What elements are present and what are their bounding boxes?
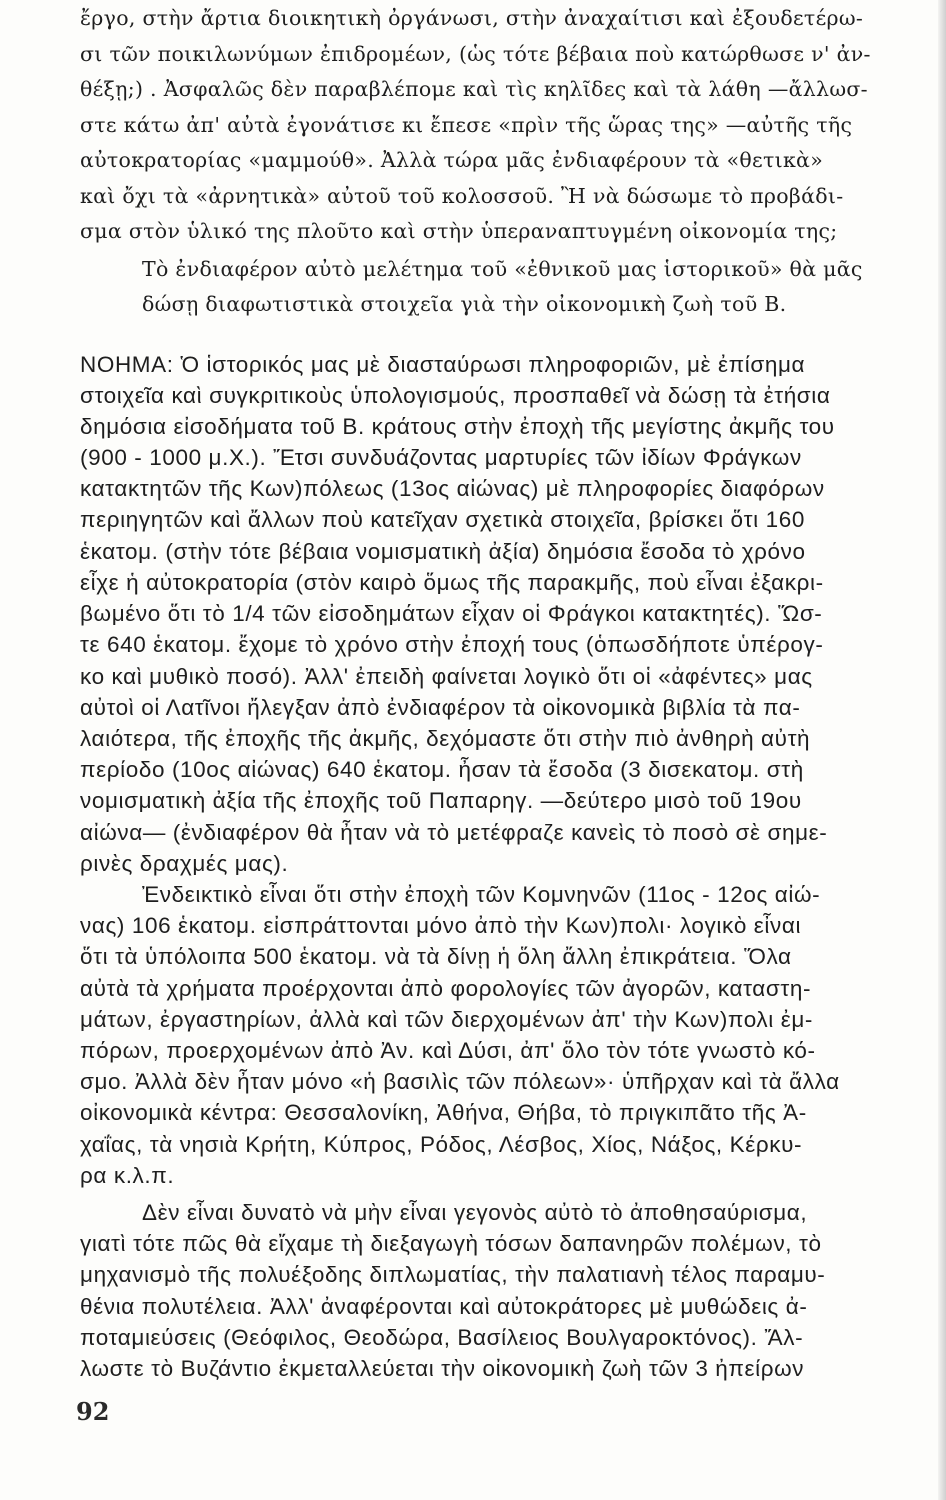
text-line: περίοδο (10ος αἰώνας) 640 ἑκατομ. ἦσαν τὰ ἔσοδα (3 δισεκατομ. στὴ xyxy=(80,757,804,782)
text-line: ἔργο, στὴν ἄρτια διοικητικὴ ὀργάνωσι, στὴν ἀναχαίτισι καὶ ἐξουδετέρω- xyxy=(80,6,864,30)
text-line: ἑκατομ. (στὴν τότε βέβαια νομισματικὴ ἀξία) δημόσια ἔσοδα τὸ χρόνο xyxy=(80,539,806,564)
text-line: βωμένο ὅτι τὸ 1/4 τῶν εἰσοδημάτων εἶχαν οἱ Φράγκοι κατακτητές). Ὥσ- xyxy=(80,601,823,626)
text-line: Ἐνδεικτικὸ εἶναι ὅτι στὴν ἐποχὴ τῶν Κομνηνῶν (11ος - 12ος αἰώ- xyxy=(142,882,821,907)
text-line: δώσῃ διαφωτιστικὰ στοιχεῖα γιὰ τὴν οἰκονομικὴ ζωὴ τοῦ Β. xyxy=(142,292,787,316)
text-line: εἶχε ἡ αὐτοκρατορία (στὸν καιρὸ ὅμως τῆς παρακμῆς, ποὺ εἶναι ἐξακρι- xyxy=(80,570,824,595)
text-line: (900 - 1000 μ.Χ.). Ἔτσι συνδυάζοντας μαρτυρίες τῶν ἰδίων Φράγκων xyxy=(80,445,802,470)
text-line: θέξῃ;) . Ἀσφαλῶς δὲν παραβλέπομε καὶ τὶς κηλῖδες καὶ τὰ λάθη —ἄλλωσ- xyxy=(80,77,868,101)
text-line: στοιχεῖα καὶ συγκριτικοὺς ὑπολογισμούς, προσπαθεῖ νὰ δώσῃ τὰ ἐτήσια xyxy=(80,383,831,408)
text-line: λωστε τὸ Βυζάντιο ἐκμεταλλεύεται τὴν οἰκονομικὴ ζωὴ τῶν 3 ἠπείρων xyxy=(80,1356,805,1381)
text-line: ρινὲς δραχμές μας). xyxy=(80,851,289,876)
text-line: ΝΟΗΜΑ: Ὁ ἱστορικός μας μὲ διασταύρωσι πληροφοριῶν, μὲ ἐπίσημα xyxy=(80,352,806,377)
text-line: ὅτι τὰ ὑπόλοιπα 500 ἑκατομ. νὰ τὰ δίνῃ ἡ ὅλη ἄλλη ἐπικράτεια. Ὅλα xyxy=(80,944,792,969)
text-line: μηχανισμὸ τῆς πολυέξοδης διπλωματίας, τὴν παλατιανὴ τέλος παραμυ- xyxy=(80,1262,826,1287)
text-line: πόρων, προερχομένων ἀπὸ Ἀν. καὶ Δύσι, ἀπ' ὅλο τὸν τότε γνωστὸ κό- xyxy=(80,1038,816,1063)
text-line: αἰώνα— (ἐνδιαφέρον θὰ ἦταν νὰ τὸ μετέφραζε κανεὶς τὸ ποσὸ σὲ σημε- xyxy=(80,820,828,845)
text-line: σμο. Ἀλλὰ δὲν ἦταν μόνο «ἡ βασιλὶς τῶν πόλεων»· ὑπῆρχαν καὶ τὰ ἄλλα xyxy=(80,1069,840,1094)
text-line: νομισματικὴ ἀξία τῆς ἐποχῆς τοῦ Παπαρηγ. —δεύτερο μισὸ τοῦ 19ου xyxy=(80,788,802,813)
text-line: ρα κ.λ.π. xyxy=(80,1163,175,1188)
text-line: αὐτοὶ οἱ Λατῖνοι ἤλεγξαν ἀπὸ ἐνδιαφέρον τὰ οἰκονομικὰ βιβλία τὰ πα- xyxy=(80,695,801,720)
text-line: οἰκονομικὰ κέντρα: Θεσσαλονίκη, Ἀθήνα, Θήβα, τὸ πριγκιπᾶτο τῆς Ἀ- xyxy=(80,1100,807,1125)
text-line: δημόσια εἰσοδήματα τοῦ Β. κράτους στὴν ἐποχὴ τῆς μεγίστης ἀκμῆς του xyxy=(80,414,835,439)
text-line: στε κάτω ἀπ' αὐτὰ ἐγονάτισε κι ἔπεσε «πρὶν τῆς ὥρας της» —αὐτῆς τῆς xyxy=(80,113,853,137)
text-line: σμα στὸν ὑλικό της πλοῦτο καὶ στὴν ὑπεραναπτυγμένη οἰκονομία της; xyxy=(80,219,838,243)
text-line: λαιότερα, τῆς ἐποχῆς τῆς ἀκμῆς, δεχόμαστε ὅτι στὴν πιὸ ἀνθηρὴ αὐτὴ xyxy=(80,726,811,751)
text-line: Δὲν εἶναι δυνατὸ νὰ μὴν εἶναι γεγονὸς αὐτὸ τὸ ἀποθησαύρισμα, xyxy=(142,1200,808,1225)
text-line: περιηγητῶν καὶ ἄλλων ποὺ κατεῖχαν σχετικὰ στοιχεῖα, βρίσκει ὅτι 160 xyxy=(80,507,805,532)
text-line: γιατὶ τότε πῶς θὰ εἴχαμε τὴ διεξαγωγὴ τόσων δαπανηρῶν πολέμων, τὸ xyxy=(80,1231,822,1256)
text-line: Τὸ ἐνδιαφέρον αὐτὸ μελέτημα τοῦ «ἐθνικοῦ μας ἱστορικοῦ» θὰ μᾶς xyxy=(142,257,863,281)
text-line: θένια πολυτέλεια. Ἀλλ' ἀναφέρονται καὶ αὐτοκράτορες μὲ μυθώδεις ἀ- xyxy=(80,1294,808,1319)
text-line: αὐτὰ τὰ χρήματα προέρχονται ἀπὸ φορολογίες τῶν ἀγορῶν, καταστη- xyxy=(80,976,812,1001)
text-line: χαΐας, τὰ νησιὰ Κρήτη, Κύπρος, Ρόδος, Λέσβος, Χίος, Νάξος, Κέρκυ- xyxy=(80,1132,803,1157)
text-line: τε 640 ἑκατομ. ἔχομε τὸ χρόνο στὴν ἐποχή τους (ὁπωσδήποτε ὑπέρογ- xyxy=(80,632,824,657)
text-line: αὐτοκρατορίας «μαμμούθ». Ἀλλὰ τώρα μᾶς ἐνδιαφέρουν τὰ «θετικὰ» xyxy=(80,148,824,172)
text-line: καὶ ὄχι τὰ «ἀρνητικὰ» αὐτοῦ τοῦ κολοσσοῦ. Ἢ νὰ δώσωμε τὸ προβάδι- xyxy=(80,184,844,208)
text-line: κο καὶ μυθικὸ ποσό). Ἀλλ' ἐπειδὴ φαίνεται λογικὸ ὅτι οἱ «ἀφέντες» μας xyxy=(80,664,813,689)
text-line: κατακτητῶν τῆς Κων)πόλεως (13ος αἰώνας) μὲ πληροφορίες διαφόρων xyxy=(80,476,825,501)
text-line: μάτων, ἐργαστηρίων, ἀλλὰ καὶ τῶν διερχομένων ἀπ' τὴν Κων)πολι ἐμ- xyxy=(80,1007,813,1032)
text-line: σι τῶν ποικιλωνύμων ἐπιδρομέων, (ὡς τότε βέβαια ποὺ κατώρθωσε ν' ἀν- xyxy=(80,42,871,66)
text-line: νας) 106 ἑκατομ. εἰσπράττονται μόνο ἀπὸ τὴν Κων)πολι· λογικὸ εἶναι xyxy=(80,913,802,938)
page-number: 92 xyxy=(76,1397,110,1426)
text-line: ποταμιεύσεις (Θεόφιλος, Θεοδώρα, Βασίλειος Βουλγαροκτόνος). Ἄλ- xyxy=(80,1325,804,1350)
